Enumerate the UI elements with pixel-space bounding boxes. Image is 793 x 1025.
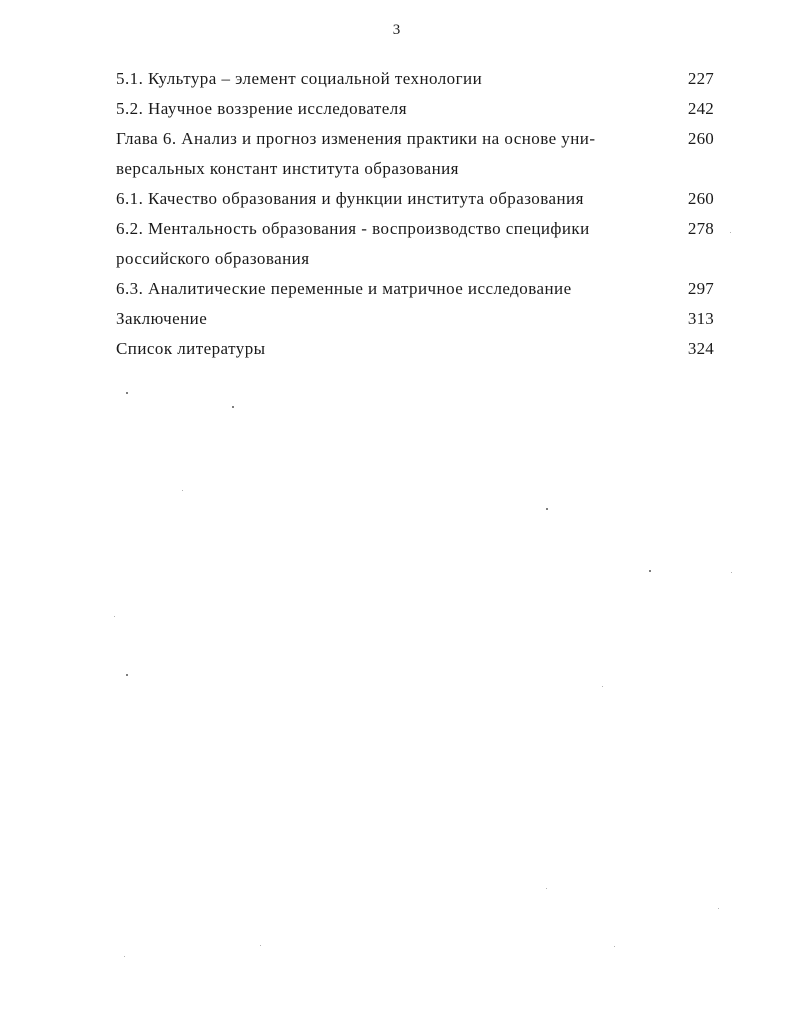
- toc-entry-title: 5.2. Научное воззрение исследователя: [116, 99, 407, 118]
- scan-speck: [182, 490, 183, 491]
- scan-speck: [546, 888, 547, 889]
- scan-speck: [232, 406, 234, 408]
- toc-entry-page: 313: [687, 309, 714, 328]
- toc-entry: [116, 334, 714, 364]
- scan-speck: [546, 508, 548, 510]
- toc-entry-page: 227: [687, 69, 714, 88]
- toc-entry-title: 6.1. Качество образования и функции института образования: [116, 189, 584, 208]
- toc-entry-page: 260: [687, 129, 714, 148]
- toc-entry: [116, 124, 714, 184]
- scan-speck: [126, 392, 128, 394]
- toc-entry: [116, 304, 714, 334]
- toc-entry-page: 242: [687, 99, 714, 118]
- scan-speck: [730, 232, 731, 233]
- scan-speck: [602, 686, 603, 687]
- toc-entry-page: 324: [687, 339, 714, 358]
- toc-entry: [116, 94, 714, 124]
- toc-entry-title: 5.1. Культура – элемент социальной технологии: [116, 69, 483, 88]
- scan-speck: [124, 956, 125, 957]
- scan-speck: [649, 570, 651, 572]
- scan-speck: [260, 945, 261, 946]
- scan-speck: [114, 616, 115, 617]
- toc-entry-title: Заключение: [116, 309, 208, 328]
- toc-entry: [116, 214, 714, 274]
- toc-entry-page: 278: [687, 219, 714, 238]
- scan-speck: [614, 946, 615, 947]
- scan-speck: [126, 674, 128, 676]
- toc-entry-title: 6.3. Аналитические переменные и матричное исследование: [116, 279, 572, 298]
- toc-entry: [116, 64, 714, 94]
- toc-entry: [116, 274, 714, 304]
- page-number: 3: [392, 22, 401, 38]
- toc-entry-page: 297: [687, 279, 714, 298]
- toc-entry-page: 260: [687, 189, 714, 208]
- scan-speck: [718, 908, 719, 909]
- table-of-contents: [116, 64, 714, 364]
- toc-entry-title: Список литературы: [116, 339, 266, 358]
- toc-entry-title: 6.2. Ментальность образования - воспроизводство специфики российского образования: [116, 219, 590, 268]
- scan-speck: [731, 572, 732, 573]
- toc-entry: [116, 184, 714, 214]
- toc-entry-title: Глава 6. Анализ и прогноз изменения практики на основе уни-версальных констант института образования: [116, 129, 596, 178]
